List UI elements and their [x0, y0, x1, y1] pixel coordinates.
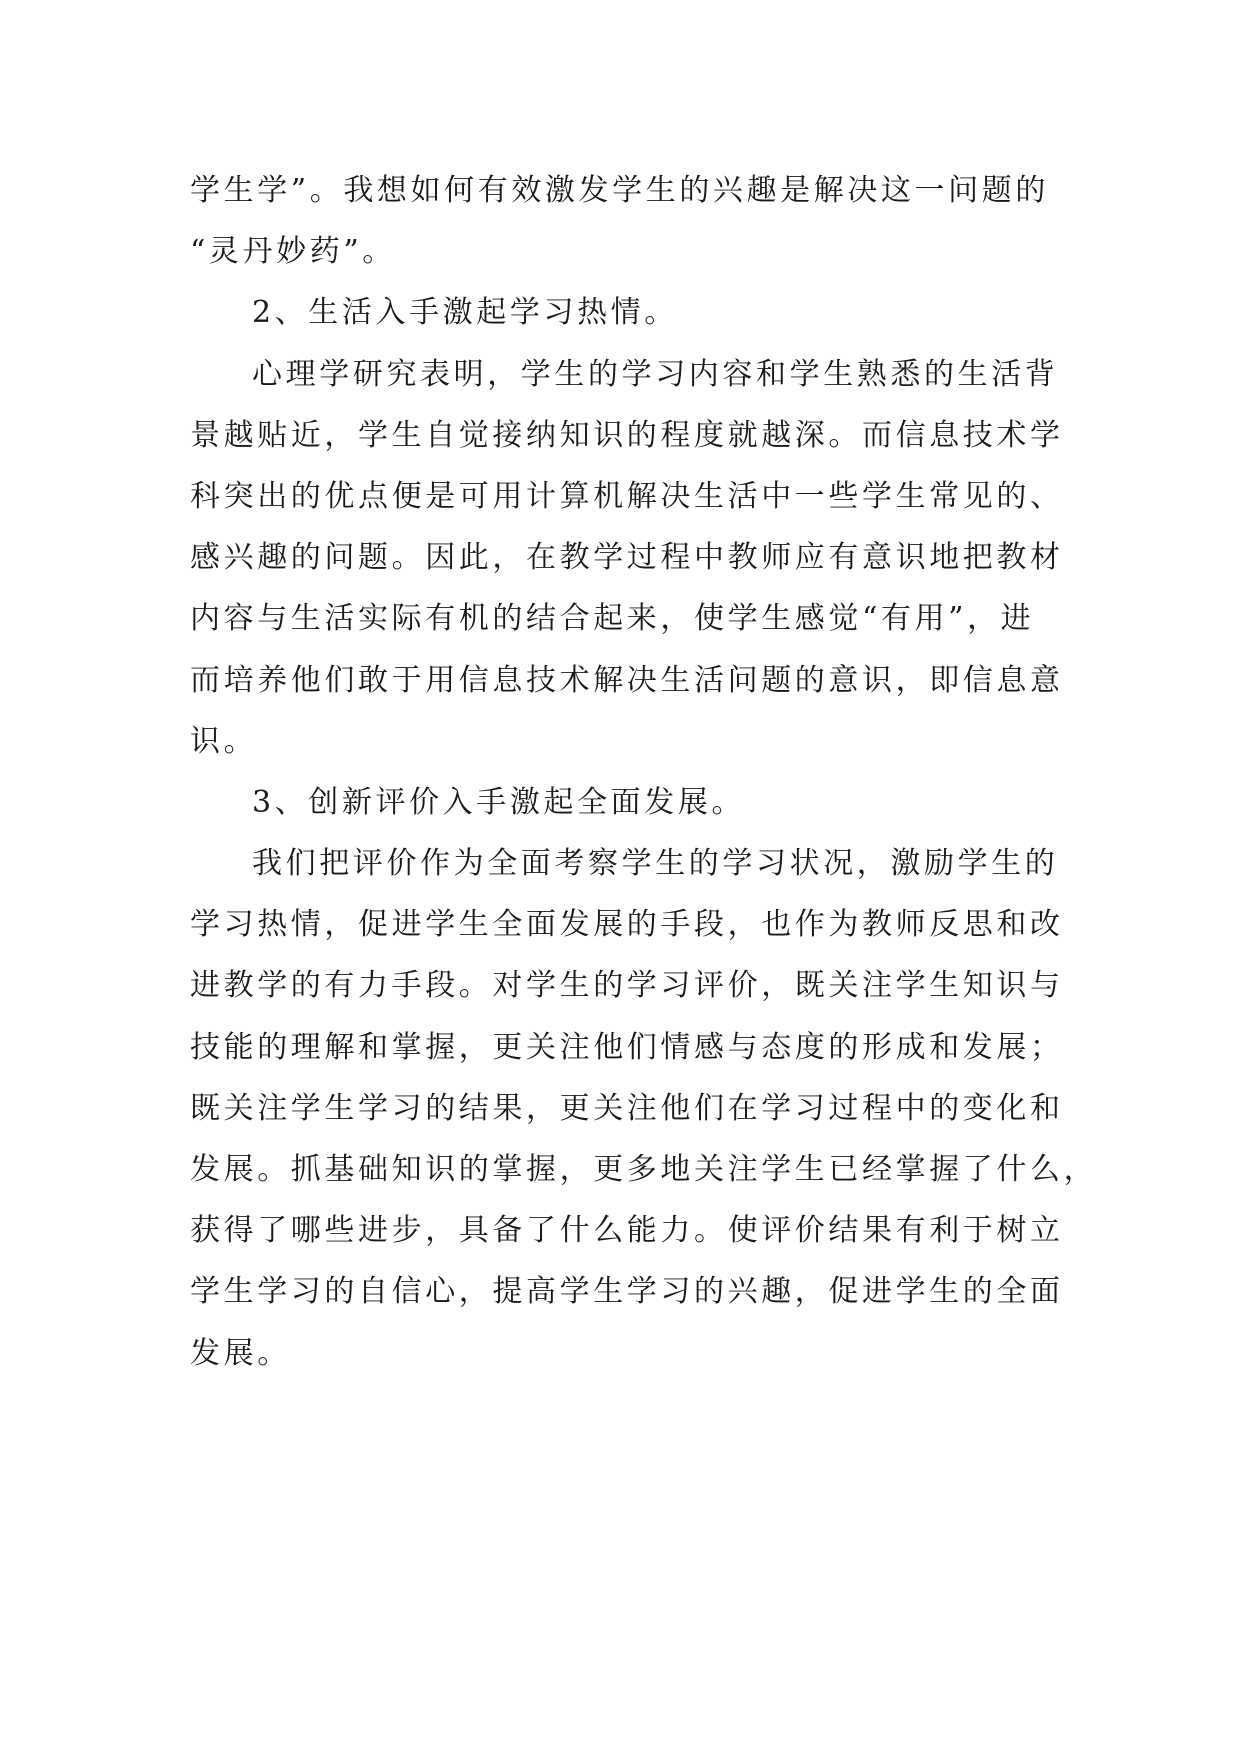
text-line: 学习热情，促进学生全面发展的手段，也作为教师反思和改	[190, 907, 1064, 943]
text-line: 既关注学生学习的结果，更关注他们在学习过程中的变化和	[190, 1090, 1064, 1126]
text-line: 科突出的优点便是可用计算机解决生活中一些学生常见的、	[190, 478, 1064, 514]
document-body	[190, 160, 1098, 1384]
text-line: 识。	[190, 723, 258, 759]
text-line: 内容与生活实际有机的结合起来，使学生感觉“有用”，进	[190, 601, 1035, 637]
text-line: 学生学习的自信心，提高学生学习的兴趣，促进学生的全面	[190, 1274, 1064, 1310]
text-line: 学生学”。我想如何有效激发学生的兴趣是解决这一问题的	[190, 173, 1049, 208]
text-line: 而培养他们敢于用信息技术解决生活问题的意识，即信息意	[190, 662, 1064, 698]
text-line: “灵丹妙药”。	[190, 234, 396, 270]
text-line: 2、生活入手激起学习热情。	[252, 295, 678, 331]
text-line: 感兴趣的问题。因此，在教学过程中教师应有意识地把教材	[190, 540, 1064, 576]
text-line: 进教学的有力手段。对学生的学习评价，既关注学生知识与	[190, 968, 1064, 1004]
text-line: 3、创新评价入手激起全面发展。	[252, 784, 746, 820]
text-line: 获得了哪些进步，具备了什么能力。使评价结果有利于树立	[190, 1213, 1064, 1249]
text-line: 发展。抓基础知识的掌握，更多地关注学生已经掌握了什么，	[190, 1152, 1098, 1187]
text-line: 技能的理解和掌握，更关注他们情感与态度的形成和发展；	[190, 1029, 1064, 1065]
text-line: 我们把评价作为全面考察学生的学习状况，激励学生的	[252, 846, 1059, 882]
text-line: 景越贴近，学生自觉接纳知识的程度就越深。而信息技术学	[190, 417, 1064, 453]
text-line: 发展。	[190, 1335, 291, 1371]
text-line: 心理学研究表明，学生的学习内容和学生熟悉的生活背	[252, 356, 1059, 392]
